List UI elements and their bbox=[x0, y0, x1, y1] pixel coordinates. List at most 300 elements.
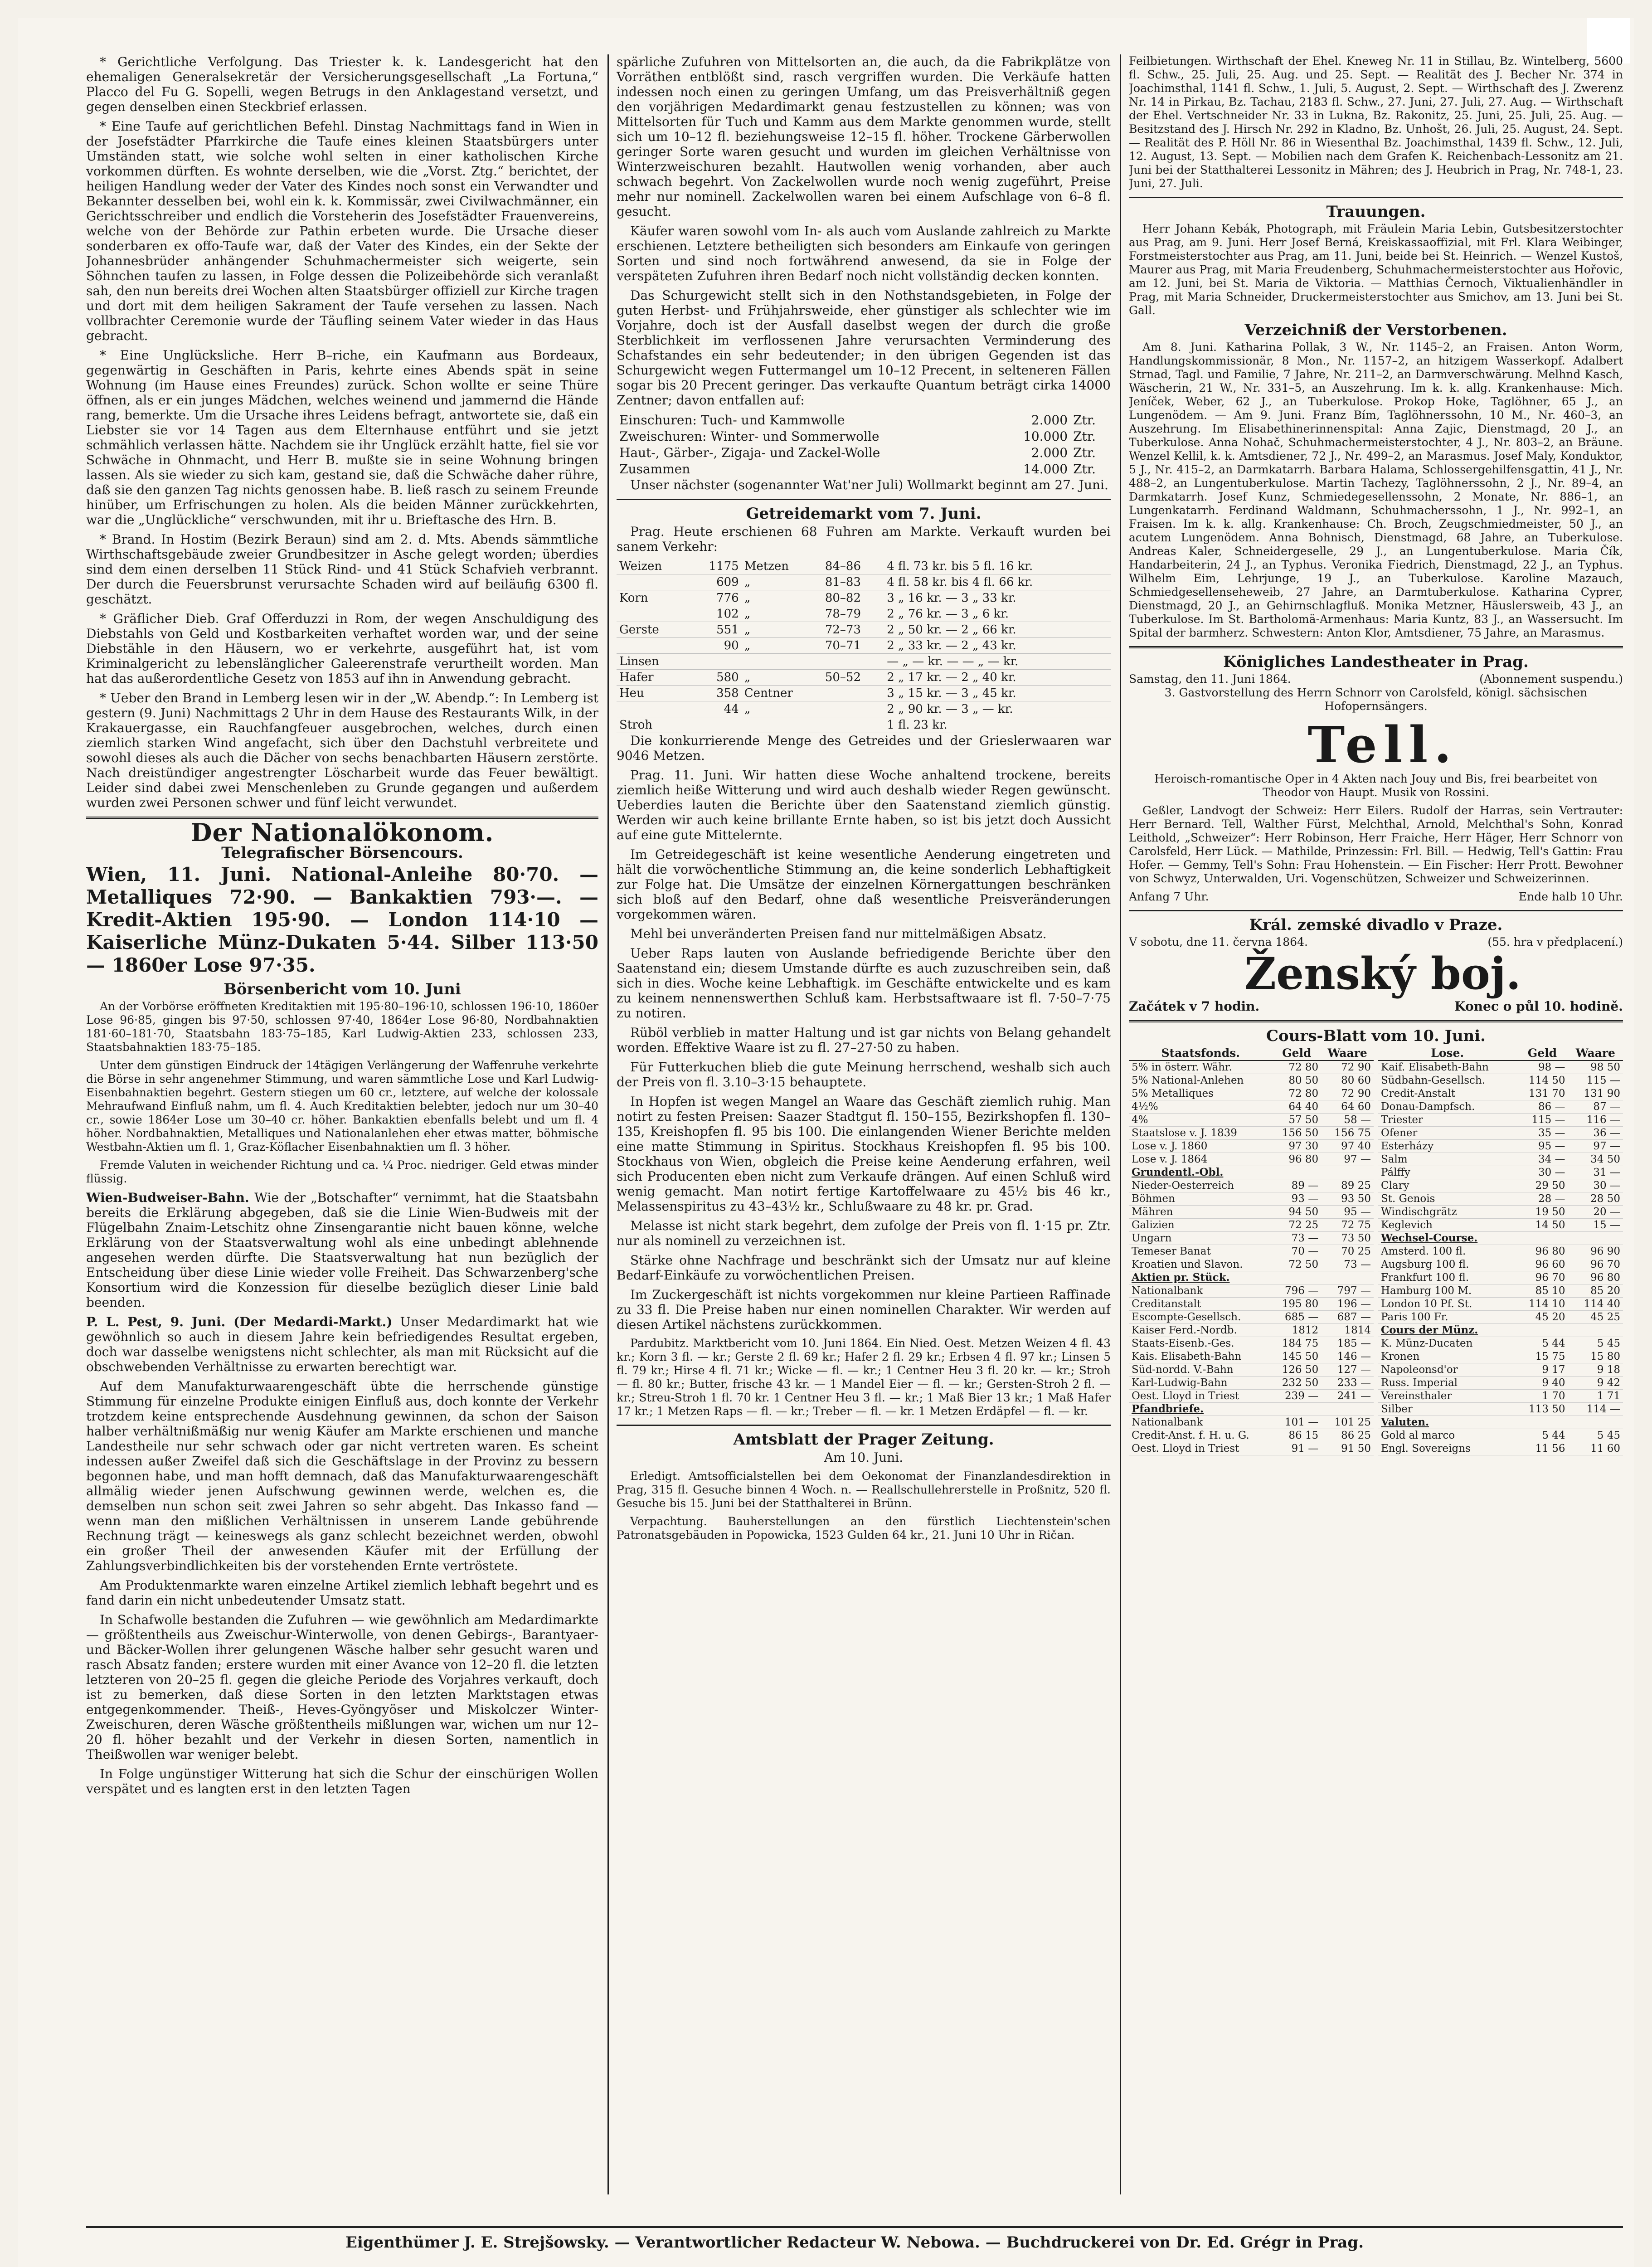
cours-row bbox=[1378, 1284, 1623, 1298]
cours-row bbox=[1378, 1206, 1623, 1219]
cours-row bbox=[1129, 1127, 1374, 1140]
cours-header: Staatsfonds. bbox=[1129, 1046, 1272, 1061]
cours-waare: 98 50 bbox=[1568, 1061, 1623, 1074]
grain-weight: 81–83 bbox=[822, 574, 884, 590]
cours-name: Pfandbriefe. bbox=[1129, 1403, 1272, 1416]
cours-name: Kronen bbox=[1378, 1350, 1517, 1363]
grain-qty: 90 bbox=[689, 638, 742, 654]
cours-row bbox=[1129, 1232, 1374, 1245]
theater-end: Ende halb 10 Uhr. bbox=[1518, 890, 1623, 903]
cours-geld: 145 50 bbox=[1272, 1350, 1321, 1363]
grain-row bbox=[617, 686, 1111, 701]
cours-geld: 195 80 bbox=[1272, 1298, 1321, 1311]
cours-name: Salm bbox=[1378, 1153, 1517, 1166]
theater-play: Tell. bbox=[1307, 715, 1458, 774]
cours-waare bbox=[1568, 1232, 1623, 1245]
cours-waare: 233 — bbox=[1321, 1377, 1374, 1390]
cours-geld bbox=[1517, 1416, 1568, 1429]
cours-name: Napoleonsd'or bbox=[1378, 1363, 1517, 1377]
cours-name: Clary bbox=[1378, 1179, 1517, 1192]
grain-price: 2 „ 17 kr. — 2 „ 40 kr. bbox=[884, 670, 1111, 686]
cours-row bbox=[1129, 1206, 1374, 1219]
article-paragraph: * Eine Taufe auf gerichtlichen Befehl. Dinstag Nachmittags fand in Wien in der Josefstädter Pfarrkirche die Taufe eines kleinen Staatsbürgers unter Umständen statt, wie solche wohl selten in einer katholischen Kirche vorkommen dürften. Es wohnte derselben, wie die „Vorst. Ztg.“ berichtet, der heiligen Handlung weder der Vater des Kindes noch sonst ein Verwandter und Bekannter desselben bei, wohl ein k. k. Kommissär, zwei Civilwachmänner, ein Gerichtsschreiber und endlich die Vorsteherin des Josefstädter Frauenvereins, welche von der Behörde zur Pathin erbeten wurde. Die Ursache dieser sonderbaren ex offo-Taufe war, daß der Vater des Kindes, ein der Sekte der Johannesbrüder anhängender Schuhmachermeister sich weigerte, sein Söhnchen taufen zu lassen, in Folge dessen die Polizeibehörde sich veranlaßt sah, den nun bereits drei Wochen alten Staatsbürger offiziell zur Kirche tragen und dort mit dem heiligen Sakrament der Taufe versehen zu lassen. Nach vollbrachter Ceremonie wurde der Täufling seinem Vater wieder in das Haus gebracht. bbox=[86, 119, 598, 343]
cours-row bbox=[1378, 1377, 1623, 1390]
cours-name: 4½% bbox=[1129, 1100, 1272, 1114]
article-paragraph: Melasse ist nicht stark begehrt, dem zufolge der Preis von fl. 1·15 pr. Ztr. nur als nominell zu verzeichnen ist. bbox=[617, 1218, 1111, 1248]
cours-row bbox=[1129, 1284, 1374, 1298]
cours-waare: 91 50 bbox=[1321, 1442, 1374, 1455]
cours-name: London 10 Pf. St. bbox=[1378, 1298, 1517, 1311]
cours-row bbox=[1378, 1179, 1623, 1192]
cours-row bbox=[1378, 1061, 1623, 1074]
cours-waare bbox=[1568, 1324, 1623, 1337]
verstorbenen-title: Verzeichniß der Verstorbenen. bbox=[1244, 321, 1507, 339]
amtsblatt-paragraph: Verpachtung. Bauherstellungen an den fürstlich Liechtenstein'schen Patronatsgebäuden in Popowicka, 1523 Gulden 64 kr., 21. Juni 10 Uhr in Ričan. bbox=[617, 1515, 1111, 1542]
cours-name: K. Münz-Ducaten bbox=[1378, 1337, 1517, 1350]
cours-geld: 72 80 bbox=[1272, 1061, 1321, 1074]
cours-name: Silber bbox=[1378, 1403, 1517, 1416]
cours-waare: 97 40 bbox=[1321, 1140, 1374, 1153]
cours-row bbox=[1378, 1232, 1623, 1245]
cours-name: Escompte-Gesellsch. bbox=[1129, 1311, 1272, 1324]
grain-weight: 72–73 bbox=[822, 622, 884, 638]
cours-waare: 15 — bbox=[1568, 1219, 1623, 1232]
cours-title: Cours-Blatt vom 10. Juni. bbox=[1266, 1027, 1486, 1045]
cours-waare: 131 90 bbox=[1568, 1087, 1623, 1100]
cours-name: Karl-Ludwig-Bahn bbox=[1129, 1377, 1272, 1390]
cours-name: Aktien pr. Stück. bbox=[1129, 1271, 1272, 1284]
cours-geld: 5 44 bbox=[1517, 1337, 1568, 1350]
cours-geld: 14 50 bbox=[1517, 1219, 1568, 1232]
trauungen-title: Trauungen. bbox=[1326, 203, 1426, 221]
article-paragraph: Prag. 11. Juni. Wir hatten diese Woche anhaltend trockene, bereits ziemlich heiße Witterung und wird auch deshalb wieder Regen gewünscht. Ueberdies lauten die Berichte über den Saatenstand ziemlich günstig. Werden wir auch keine brillante Ernte haben, so ist bis jetzt doch Aussicht auf eine gute Mittelernte. bbox=[617, 768, 1111, 842]
grain-qty bbox=[689, 717, 742, 733]
cours-geld: 131 70 bbox=[1517, 1087, 1568, 1100]
wool-row bbox=[617, 445, 1111, 461]
grain-unit: „ bbox=[742, 590, 822, 606]
article-heading: Wien-Budweiser-Bahn. bbox=[86, 1190, 249, 1205]
cours-geld: 28 — bbox=[1517, 1192, 1568, 1206]
wool-row bbox=[617, 412, 1111, 428]
cours-geld: 156 50 bbox=[1272, 1127, 1321, 1140]
grain-name bbox=[617, 574, 689, 590]
cours-waare: 11 60 bbox=[1568, 1442, 1623, 1455]
cours-row bbox=[1378, 1087, 1623, 1100]
theater-description: Heroisch-romantische Oper in 4 Akten nach Jouy und Bis, frei bearbeitet von Theodor von Haupt. Musik von Rossini. bbox=[1154, 772, 1598, 799]
cours-row bbox=[1378, 1324, 1623, 1337]
grain-name: Hafer bbox=[617, 670, 689, 686]
cours-waare: 97 — bbox=[1321, 1153, 1374, 1166]
cours-geld: 45 20 bbox=[1517, 1311, 1568, 1324]
cours-row bbox=[1129, 1311, 1374, 1324]
article-paragraph: * Brand. In Hostim (Bezirk Beraun) sind am 2. d. Mts. Abends sämmtliche Wirthschaftsgebäude zweier Grundbesitzer in Asche gelegt worden; überdies sind dem einen derselben 11 Stück Rind- und 41 Stück Schafvieh verbrannt. Der durch die Feuersbrunst verursachte Schaden wird auf beiläufig 6300 fl. geschätzt. bbox=[86, 532, 598, 607]
grain-qty: 358 bbox=[689, 686, 742, 701]
cours-row bbox=[1129, 1390, 1374, 1403]
cz-end: Konec o půl 10. hodině. bbox=[1454, 999, 1623, 1014]
wool-unit: Ztr. bbox=[1073, 413, 1096, 428]
amtsblatt-title: Amtsblatt der Prager Zeitung. bbox=[733, 1430, 994, 1449]
cours-name: Oest. Lloyd in Triest bbox=[1129, 1390, 1272, 1403]
cours-geld: 91 — bbox=[1272, 1442, 1321, 1455]
grain-price: 1 fl. 23 kr. bbox=[884, 717, 1111, 733]
cours-row bbox=[1129, 1179, 1374, 1192]
grain-unit: „ bbox=[742, 670, 822, 686]
cours-name: 5% National-Anlehen bbox=[1129, 1074, 1272, 1087]
cours-row bbox=[1378, 1311, 1623, 1324]
cours-waare: 15 80 bbox=[1568, 1350, 1623, 1363]
cours-row bbox=[1378, 1258, 1623, 1271]
cours-geld: 70 — bbox=[1272, 1245, 1321, 1258]
cours-row bbox=[1129, 1271, 1374, 1284]
trauungen-text: Herr Johann Kebák, Photograph, mit Fräulein Maria Lebin, Gutsbesitzerstochter aus Prag, am 9. Juni. Herr Josef Berná, Kreiskassaoffizial, mit Frl. Klara Weibinger, Forstmeisterstochter aus Prag, am 11. Juni, beide bei St. Heinrich. — Wenzel Kustoš, Maurer aus Prag, mit Maria Freudenberg, Schuhmachermeisterstochter aus Hořovic, am 12. Juni, bei St. Maria de Viktoria. — Matthias Černoch, Viktualienhändler in Prag, mit Maria Schneider, Druckermeisterstochter aus Smichov, am 13. Juni bei St. Gall. bbox=[1129, 222, 1623, 317]
article-paragraph: Im Zuckergeschäft ist nichts vorgekommen nur kleine Partieen Raffinade zu 33 fl. Die Preise haben nur einen nominellen Charakter. Wir werden auf diesen Artikel nächstens zurückkommen. bbox=[617, 1287, 1111, 1332]
cours-row bbox=[1129, 1403, 1374, 1416]
wool-label: Haut-, Gärber-, Zigaja- und Zackel-Wolle bbox=[619, 445, 880, 460]
cours-name: Grundentl.-Obl. bbox=[1129, 1166, 1272, 1179]
cours-name: Triester bbox=[1378, 1114, 1517, 1127]
cours-row bbox=[1129, 1166, 1374, 1179]
verstorbenen-text: Am 8. Juni. Katharina Pollak, 3 W., Nr. 1145–2, an Fraisen. Anton Worm, Handlungskommissionär, 8 Mon., Nr. 1157–2, an hitzigem Wasserkopf. Adalbert Strnad, Tagl. und Familie, 7 Jahre, Nr. 211–2, an Darmverschwärung. Melhnd Kasch, Wäscherin, 21 W., Nr. 331–5, an Auszehrung. Im k. k. allg. Krankenhause: Mich. Jeníček, Weber, 62 J., an Tuberkulose. Prokop Hoke, Taglöhner, 65 J., an Lungenödem. — Am 9. Juni. Franz Bím, Taglöhnerssohn, 10 M., Nr. 460–3, an Auszehrung. Im Elisabethinerinnenspital: Anna Zajic, Dienstmagd, 20 J., an Tuberkulose. Anna Nohač, Schuhmachermeisterstochter, 4 J., Nr. 803–2, an Bräune. Wenzel Kellil, k. k. Amtsdiener, 72 J., Nr. 499–2, an Marasmus. Josef Maly, Konduktor, 5 J., Nr. 415–2, an Darmkatarrh. Barbara Halama, Schlossergehilfensgattin, 41 J., Nr. 488–2, an Lungentuberkulose. Martin Tachezy, Taglöhnerssohn, 2 J., Nr. 89–4, an Darmkatarrh. Josef Kunz, Schmiedegesellenssohn, 2 Monate, Nr. 886–1, an Lungenkatarrh. Ferdinand Waldmann, Schuhmacherssohn, 1 J., Nr. 992–1, an Fraisen. Im k. k. allg. Krankenhause: Ch. Broch, Zeugschmiedmeister, 50 J., an acutem Lungenödem. Anna Bohnisch, Dienstmagd, 68 Jahre, an Tuberkulose. Andreas Kaler, Schneidergeselle, 29 J., an Lungentuberkulose. Maria Čík, Handarbeiterin, 24 J., an Typhus. Veronika Fiedrich, Dienstmagd, 22 J., an Typhus. Wilhelm Eim, Lehrjunge, 19 J., an Tuberkulose. Karoline Mazauch, Schmiedgesellenseheweib, 27 Jahre, an Darmtuberkulose. Katharina Cyprer, Dienstmagd, 20 J., an Gehirnschlagfluß. Monika Metzner, Häuslersweib, 43 J., an Tuberkulose. Im St. Bartholomä-Armenhaus: Maria Kuntz, 83 J., an Wassersucht. Im Spital der barmherz. Schwestern: Anton Klor, Amtsdiener, 75 Jahre, an Marasmus. bbox=[1129, 341, 1623, 639]
cours-geld: 15 75 bbox=[1517, 1350, 1568, 1363]
cours-row bbox=[1129, 1153, 1374, 1166]
cours-waare: 72 75 bbox=[1321, 1219, 1374, 1232]
grain-row bbox=[617, 622, 1111, 638]
grain-price: 2 „ 33 kr. — 2 „ 43 kr. bbox=[884, 638, 1111, 654]
theater-start: Anfang 7 Uhr. bbox=[1129, 890, 1209, 903]
cours-name: St. Genois bbox=[1378, 1192, 1517, 1206]
cours-name: Südbahn-Gesellsch. bbox=[1378, 1074, 1517, 1087]
cours-name: Credit-Anstalt bbox=[1378, 1087, 1517, 1100]
grain-name: Weizen bbox=[617, 559, 689, 574]
article-paragraph: * Eine Unglücksliche. Herr B–riche, ein Kaufmann aus Bordeaux, gegenwärtig in Geschäften in Paris, kehrte eines Abends spät in seine Wohnung (im Hause eines Freundes) zurück. Schon wollte er seine Thüre öffnen, als er ein junges Mädchen, welches weinend und jammernd die Hände rang, bemerkte. Um die Ursache ihres Leidens befragt, antwortete sie, daß ein Liebster sie vor 14 Tagen aus dem Elternhause entführt und sie jetzt schmählich verlassen hätte. Nachdem sie ihr Unglück erzählt hatte, fiel sie vor Schwäche in Ohnmacht, und Herr B. mußte sie in seine Wohnung bringen lassen. Als sie wieder zu sich kam, gestand sie, daß die Schwäche daher rühre, daß sie den ganzen Tag nichts genossen habe. B. ließ rasch zu seinem Freunde hinüber, um Erfrischungen zu holen. Als die beiden Männer zurückkehrten, war die „Unglückliche“ verschwunden, mit ihr u. Brieftasche des Hrn. B. bbox=[86, 348, 598, 527]
cours-geld bbox=[1517, 1232, 1568, 1245]
grain-name: Korn bbox=[617, 590, 689, 606]
cours-geld: 101 — bbox=[1272, 1416, 1321, 1429]
cours-header: Lose. bbox=[1378, 1046, 1517, 1061]
cours-name: Oest. Lloyd in Triest bbox=[1129, 1442, 1272, 1455]
grain-name bbox=[617, 701, 689, 717]
cours-header: Waare bbox=[1321, 1046, 1374, 1061]
amtsblatt-date: Am 10. Juni. bbox=[824, 1450, 904, 1465]
cours-geld: 1812 bbox=[1272, 1324, 1321, 1337]
cours-name: Kroatien und Slavon. bbox=[1129, 1258, 1272, 1271]
section-divider bbox=[1129, 197, 1623, 198]
cours-waare: 72 90 bbox=[1321, 1087, 1374, 1100]
grain-price: 4 fl. 73 kr. bis 5 fl. 16 kr. bbox=[884, 559, 1111, 574]
grain-qty: 609 bbox=[689, 574, 742, 590]
wool-label: Zusammen bbox=[619, 462, 690, 477]
telegram-text: Wien, 11. Juni. National-Anleihe 80·70. — Metalliques 72·90. — Bankaktien 793·—. — Kredit-Aktien 195·90. — London 114·10 — Kaiserliche Münz-Dukaten 5·44. Silber 113·50 — 1860er Lose 97·35. bbox=[86, 863, 598, 976]
wool-note: Unser nächster (sogenannter Wat'ner Juli) Wollmarkt beginnt am 27. Juni. bbox=[630, 477, 1108, 492]
cours-waare: 146 — bbox=[1321, 1350, 1374, 1363]
grain-price: 2 „ 90 kr. — 3 „ — kr. bbox=[884, 701, 1111, 717]
grain-unit: „ bbox=[742, 638, 822, 654]
cours-waare: 28 50 bbox=[1568, 1192, 1623, 1206]
cours-geld: 232 50 bbox=[1272, 1377, 1321, 1390]
cours-waare bbox=[1321, 1403, 1374, 1416]
article-paragraph: Für Futterkuchen blieb die gute Meinung herrschend, weshalb sich auch der Preis von fl. 3.10–3·15 behauptete. bbox=[617, 1060, 1111, 1090]
cours-waare: 70 25 bbox=[1321, 1245, 1374, 1258]
cours-name: Staatslose v. J. 1839 bbox=[1129, 1127, 1272, 1140]
cours-name: Paris 100 Fr. bbox=[1378, 1311, 1517, 1324]
cours-waare: 45 25 bbox=[1568, 1311, 1623, 1324]
grain-row bbox=[617, 701, 1111, 717]
cours-waare: 93 50 bbox=[1321, 1192, 1374, 1206]
cours-geld: 72 80 bbox=[1272, 1087, 1321, 1100]
cours-geld: 96 60 bbox=[1517, 1258, 1568, 1271]
cours-row bbox=[1378, 1429, 1623, 1442]
boerse-paragraph: An der Vorbörse eröffneten Kreditaktien mit 195·80–196·10, schlossen 196·10, 1860er Lose 96·85, gingen bis 97·50, schlossen 97·40, 1864er Lose 96·80, Nordbahnaktien 181·60–181·70, Staatsbahn 183·75–185, Karl Ludwig-Aktien 233, schlossen 233, Staatsbahnaktien 183·75–185. bbox=[86, 1000, 598, 1054]
cours-geld: 114 10 bbox=[1517, 1298, 1568, 1311]
cours-name: Credit-Anst. f. H. u. G. bbox=[1129, 1429, 1272, 1442]
cours-geld: 72 25 bbox=[1272, 1219, 1321, 1232]
cours-waare: 36 — bbox=[1568, 1127, 1623, 1140]
cours-row bbox=[1378, 1416, 1623, 1429]
cours-geld: 86 — bbox=[1517, 1100, 1568, 1114]
section-divider bbox=[1129, 1020, 1623, 1022]
cours-row bbox=[1378, 1337, 1623, 1350]
cours-geld: 113 50 bbox=[1517, 1403, 1568, 1416]
cours-row bbox=[1129, 1245, 1374, 1258]
wool-row bbox=[617, 461, 1111, 477]
cz-play: Ženský boj. bbox=[1244, 948, 1521, 999]
cz-abonnement: (55. hra v předplacení.) bbox=[1487, 935, 1623, 949]
cours-geld: 57 50 bbox=[1272, 1114, 1321, 1127]
cours-name: Valuten. bbox=[1378, 1416, 1517, 1429]
wool-qty: 2.000 bbox=[1031, 445, 1068, 460]
grain-row bbox=[617, 559, 1111, 574]
grain-weight: 50–52 bbox=[822, 670, 884, 686]
grain-name: Gerste bbox=[617, 622, 689, 638]
wool-row bbox=[617, 428, 1111, 445]
article-paragraph: Die konkurrierende Menge des Getreides und der Grieslerwaaren war 9046 Metzen. bbox=[617, 733, 1111, 763]
grain-weight bbox=[822, 686, 884, 701]
cours-waare: 73 50 bbox=[1321, 1232, 1374, 1245]
cours-name: Mähren bbox=[1129, 1206, 1272, 1219]
wool-label: Einschuren: Tuch- und Kammwolle bbox=[619, 413, 845, 428]
grain-weight: 80–82 bbox=[822, 590, 884, 606]
cours-waare: 87 — bbox=[1568, 1100, 1623, 1114]
cours-name: Kais. Elisabeth-Bahn bbox=[1129, 1350, 1272, 1363]
grain-weight: 70–71 bbox=[822, 638, 884, 654]
cours-waare: 196 — bbox=[1321, 1298, 1374, 1311]
cours-row bbox=[1378, 1074, 1623, 1087]
article-paragraph: * Gerichtliche Verfolgung. Das Triester k. k. Landesgericht hat den ehemaligen Generalsekretär der Versicherungsgesellschaft „La Fortuna,“ Placco del Fu G. Sopelli, wegen Betrugs in den Anklagestand versetzt, und gegen denselben einen Steckbrief erlassen. bbox=[86, 54, 598, 114]
cours-name: Esterházy bbox=[1378, 1140, 1517, 1153]
cours-geld bbox=[1272, 1166, 1321, 1179]
article-paragraph: Auf dem Manufakturwaarengeschäft übte die herrschende günstige Stimmung für einzelne Produkte einigen Einfluß aus, doch konnte der Verkehr trotzdem keine entsprechende Ausdehnung gewinnen, da schon der Saison halber verhältnißmäßig nur wenig Käufer am Markte erschienen und manche Landestheile nur sehr schwach oder gar nicht vertreten waren. Es scheint indessen außer Zweifel daß sich die Geschäftslage in der Provinz zu bessern begonnen habe, und man hofft demnach, daß das Manufakturwaarengeschäft allmälig wieder jenen Aufschwung gewinnen werde, welchen es, die demselben nun schon seit zwei Jahren so sehr abgeht. Das Inkasso fand — wenn man den mißlichen Verhältnissen in unserem Lande gebührende Rechnung trägt — keineswegs als ganz schlecht bezeichnet werden, obwohl ein großer Theil der anwesenden Käufer mit der Erfüllung der Zahlungsverbindlichkeiten bis der vorstehenden Ernte vertröstete. bbox=[86, 1379, 598, 1573]
cours-row bbox=[1129, 1258, 1374, 1271]
getreide-intro: Prag. Heute erschienen 68 Fuhren am Markte. Verkauft wurden bei sanem Verkehr: bbox=[617, 524, 1111, 554]
cours-header: Geld bbox=[1517, 1046, 1568, 1061]
cours-name: Kaiser Ferd.-Nordb. bbox=[1129, 1324, 1272, 1337]
cours-row bbox=[1378, 1219, 1623, 1232]
grain-unit: „ bbox=[742, 606, 822, 622]
grain-price: 2 „ 50 kr. — 2 „ 66 kr. bbox=[884, 622, 1111, 638]
cours-geld: 685 — bbox=[1272, 1311, 1321, 1324]
getreide-title: Getreidemarkt vom 7. Juni. bbox=[746, 505, 981, 523]
cours-geld: 114 50 bbox=[1517, 1074, 1568, 1087]
cours-name: Vereinsthaler bbox=[1378, 1390, 1517, 1403]
cours-waare: 95 — bbox=[1321, 1206, 1374, 1219]
cours-waare bbox=[1568, 1416, 1623, 1429]
feilbietungen-text: Feilbietungen. Wirthschaft der Ehel. Kneweg Nr. 11 in Stillau, Bz. Wintelberg, 5600 fl. Schw., 25. Juli, 25. Aug. und 25. Sept. — Realität des J. Becher Nr. 374 in Joachimsthal, 1141 fl. Schw., 1. Juli, 5. August, 2. Sept. — Wirthschaft des J. Zwerenz Nr. 14 in Pirkau, Bz. Tachau, 2183 fl. Schw., 27. Juni, 27. Juli, 27. Aug. — Wirthschaft der Ehel. Vertschneider Nr. 33 in Lukna, Bz. Rakonitz, 25. Juni, 25. Juli, 25. Aug. — Besitzstand des J. Hirsch Nr. 292 in Kladno, Bz. Unhošt, 26. Juli, 25. August, 24. Sept. — Realität des P. Höll Nr. 86 in Wiesenthal Bz. Joachimsthal, 1439 fl. Schw., 12. Juli, 12. August, 13. Sept. — Mobilien nach dem Grafen K. Reichenbach-Lessonitz am 21. Juni bei der Statthalterei Lessonitz in Mähren; des J. Heubrich in Prag, Nr. 748-1, 23. Juni, 27. Juli. bbox=[1129, 54, 1623, 190]
grain-unit: Centner bbox=[742, 686, 822, 701]
column-rule bbox=[607, 54, 609, 2194]
cours-row bbox=[1129, 1429, 1374, 1442]
grain-qty: 102 bbox=[689, 606, 742, 622]
cours-geld: 80 50 bbox=[1272, 1074, 1321, 1087]
cours-waare: 80 60 bbox=[1321, 1074, 1374, 1087]
section-divider bbox=[1129, 646, 1623, 648]
cours-name: Temeser Banat bbox=[1129, 1245, 1272, 1258]
cours-waare: 89 25 bbox=[1321, 1179, 1374, 1192]
grain-market-table bbox=[617, 559, 1111, 733]
article-paragraph: In Folge ungünstiger Witterung hat sich die Schur der einschürigen Wollen verspätet und es langten erst in den letzten Tagen bbox=[86, 1766, 598, 1796]
cours-row bbox=[1129, 1100, 1374, 1114]
cours-waare: 64 60 bbox=[1321, 1100, 1374, 1114]
cours-geld: 9 40 bbox=[1517, 1377, 1568, 1390]
cours-geld: 96 80 bbox=[1517, 1245, 1568, 1258]
cours-row bbox=[1129, 1442, 1374, 1455]
article-paragraph: Mehl bei unveränderten Preisen fand nur mittelmäßigen Absatz. bbox=[630, 926, 1047, 941]
column-middle bbox=[617, 54, 1111, 2194]
cours-name: Keglevich bbox=[1378, 1219, 1517, 1232]
cours-waare: 73 — bbox=[1321, 1258, 1374, 1271]
cours-row bbox=[1378, 1100, 1623, 1114]
cours-geld: 5 44 bbox=[1517, 1429, 1568, 1442]
cours-geld: 1 70 bbox=[1517, 1390, 1568, 1403]
grain-name: Linsen bbox=[617, 654, 689, 670]
grain-qty: 1175 bbox=[689, 559, 742, 574]
boerse-paragraph: Unter dem günstigen Eindruck der 14tägigen Verlängerung der Waffenruhe verkehrte die Börse in sehr angenehmer Stimmung, und waren sämmtliche Lose und Karl Ludwig-Eisenbahnaktien begehrt. Gestern stiegen um 60 cr., letztere, auf welche der kolossale Mehraufwand Einfluß nahm, um fl. 4. Auch Kreditaktien belebter, jedoch nur um 30–40 cr., sowie 1864er Lose um 30–40 cr. höher. Bankaktien ebenfalls belebt und um fl. 4 höher. Nordbahnaktien, Metalliques und Nationalanlehen eher etwas matter, böhmische Westbahn-Aktien um fl. 1, Graz-Köflacher Eisenbahnaktien um fl. 3 höher. bbox=[86, 1059, 598, 1153]
article-paragraph: In Schafwolle bestanden die Zufuhren — wie gewöhnlich am Medardimarkte — größtentheils aus Zweischur-Winterwolle, von denen Gebirgs-, Barantyaer- und Bäcker-Wollen ihrer gelungenen Wäsche halber sehr gesucht waren und rasch Absatz fanden; erstere wurden mit einer Avance von 12–20 fl. die letzten letzteren von 20–25 fl. gegen die gleiche Periode des Vorjahres verkauft, doch ist zu bemerken, daß diese Sorten in den letzten Marktstagen etwas entgegenkommender. Theiß-, Heves-Gyöngyöser und Miskolczer Winter-Zweischuren, deren Wäsche größtentheils mißlungen war, wichen um nur 12–20 fl. höher bezahlt und der Verkehr in diesen Sorten, namentlich in Theißwollen war weniger belebt. bbox=[86, 1612, 598, 1762]
cours-waare: 96 70 bbox=[1568, 1258, 1623, 1271]
cours-name: 5% in österr. Währ. bbox=[1129, 1061, 1272, 1074]
telegram-title: Telegrafischer Börsencours. bbox=[221, 844, 463, 862]
grain-name bbox=[617, 638, 689, 654]
grain-weight bbox=[822, 717, 884, 733]
article-text: Wie der „Botschafter“ vernimmt, hat die Staatsbahn bereits die Erklärung abgegeben, daß sie die Linie Wien-Budweis mit der Flügelbahn Znaim-Letschitz ohne Zinsengarantie nicht bauen könne, welche Erklärung von der Staatsverwaltung wohl als eine unbedingt ablehnende angesehen werden dürfte. Die Staatsverwaltung hat nun bezüglich der Entscheidung über diese Linie wieder volle Freiheit. Das Schwarzenberg'sche Konsortium wird die Konzession für dieselbe bezüglich dieser Linie bald beenden. bbox=[86, 1190, 598, 1310]
cours-name: Cours der Münz. bbox=[1378, 1324, 1517, 1337]
grain-name bbox=[617, 606, 689, 622]
cours-row bbox=[1378, 1127, 1623, 1140]
grain-unit: Metzen bbox=[742, 559, 822, 574]
cours-waare: 5 45 bbox=[1568, 1429, 1623, 1442]
cours-row bbox=[1129, 1192, 1374, 1206]
article-paragraph: Käufer waren sowohl vom In- als auch vom Auslande zahlreich zu Markte erschienen. Letztere betheiligten sich besonders am Einkaufe von geringen Sorten und sind noch fortwährend anwesend, da sie in Folge der verspäteten Zufuhren ihren Bedarf noch nicht vollständig decken konnten. bbox=[617, 224, 1111, 283]
cours-row bbox=[1129, 1140, 1374, 1153]
amtsblatt-paragraph: Erledigt. Amtsofficialstellen bei dem Oekonomat der Finanzlandesdirektion in Prag, 315 fl. Gesuche binnen 4 Woch. n. — Reallschullehrerstelle in Proßnitz, 520 fl. Gesuche bis 15. Juni bei der Statthalterei in Brünn. bbox=[617, 1469, 1111, 1510]
cours-row bbox=[1378, 1245, 1623, 1258]
cours-table-left bbox=[1129, 1046, 1374, 1455]
cours-geld: 115 — bbox=[1517, 1114, 1568, 1127]
cours-waare: 31 — bbox=[1568, 1166, 1623, 1179]
cours-waare: 114 40 bbox=[1568, 1298, 1623, 1311]
cours-geld: 19 50 bbox=[1517, 1206, 1568, 1219]
grain-qty: 44 bbox=[689, 701, 742, 717]
cours-waare: 1 71 bbox=[1568, 1390, 1623, 1403]
grain-unit bbox=[742, 654, 822, 670]
cours-geld: 64 40 bbox=[1272, 1100, 1321, 1114]
cours-name: Galizien bbox=[1129, 1219, 1272, 1232]
boerse-title: Börsenbericht vom 10. Juni bbox=[224, 980, 461, 998]
cours-waare: 241 — bbox=[1321, 1390, 1374, 1403]
cours-geld: 239 — bbox=[1272, 1390, 1321, 1403]
cours-geld: 126 50 bbox=[1272, 1363, 1321, 1377]
section-divider bbox=[617, 1425, 1111, 1426]
cz-theater-title: Král. zemské divadlo v Praze. bbox=[1249, 916, 1503, 934]
cours-waare: 96 80 bbox=[1568, 1271, 1623, 1284]
cours-geld: 86 15 bbox=[1272, 1429, 1321, 1442]
article-paragraph: Im Getreidegeschäft ist keine wesentliche Aenderung eingetreten und hält die vorwöchentliche Stimmung an, die keine sonderlich Lebhaftigkeit zur Folge hat. Die Umsätze der einzelnen Körnergattungen beschränken sich bloß auf den Bedarf, ohne daß wesentliche Preisveränderungen vorgekommen wären. bbox=[617, 847, 1111, 922]
cours-waare: 185 — bbox=[1321, 1337, 1374, 1350]
imprint-footer: Eigenthümer J. E. Strejšowsky. — Verantwortlicher Redacteur W. Nebowa. — Buchdruckerei von Dr. Ed. Grégr in Prag. bbox=[86, 2226, 1623, 2252]
grain-name: Stroh bbox=[617, 717, 689, 733]
cours-row bbox=[1129, 1114, 1374, 1127]
cours-name: Nieder-Oesterreich bbox=[1129, 1179, 1272, 1192]
grain-row bbox=[617, 670, 1111, 686]
cours-geld: 35 — bbox=[1517, 1127, 1568, 1140]
cours-name: Nationalbank bbox=[1129, 1284, 1272, 1298]
cours-row bbox=[1129, 1324, 1374, 1337]
cours-geld: 34 — bbox=[1517, 1153, 1568, 1166]
cours-name: Kaif. Elisabeth-Bahn bbox=[1378, 1061, 1517, 1074]
cours-waare: 101 25 bbox=[1321, 1416, 1374, 1429]
cours-row bbox=[1378, 1363, 1623, 1377]
cours-name: Frankfurt 100 fl. bbox=[1378, 1271, 1517, 1284]
cours-waare: 115 — bbox=[1568, 1074, 1623, 1087]
grain-qty: 551 bbox=[689, 622, 742, 638]
cours-geld: 184 75 bbox=[1272, 1337, 1321, 1350]
cours-name: Russ. Imperial bbox=[1378, 1377, 1517, 1390]
cours-row bbox=[1129, 1350, 1374, 1363]
cours-row bbox=[1129, 1337, 1374, 1350]
grain-unit: „ bbox=[742, 622, 822, 638]
wool-unit: Ztr. bbox=[1073, 429, 1096, 444]
wool-unit: Ztr. bbox=[1073, 445, 1096, 460]
cours-waare: 72 90 bbox=[1321, 1061, 1374, 1074]
cours-row bbox=[1129, 1219, 1374, 1232]
cours-waare: 9 42 bbox=[1568, 1377, 1623, 1390]
cours-row bbox=[1129, 1377, 1374, 1390]
cours-waare: 30 — bbox=[1568, 1179, 1623, 1192]
cours-header: Waare bbox=[1568, 1046, 1623, 1061]
cours-name: 5% Metalliques bbox=[1129, 1087, 1272, 1100]
grain-row bbox=[617, 654, 1111, 670]
cours-name: Staats-Eisenb.-Ges. bbox=[1129, 1337, 1272, 1350]
article-paragraph: Ueber Raps lauten von Auslande befriedigende Berichte über den Saatenstand ein; diesem Umstande dürfte es auch zuzuschreiben sein, daß sich in dies. Woche keine Lebhaftigk. im Geschäfte entwickelte und es kam zu keinem nennenswerthen Schluß kam. Herbstsaftwaare ist fl. 7·50–7·75 zu notiren. bbox=[617, 946, 1111, 1021]
grain-name: Heu bbox=[617, 686, 689, 701]
cours-geld: 96 70 bbox=[1517, 1271, 1568, 1284]
article-paragraph: Rüböl verblieb in matter Haltung und ist gar nichts von Belang gehandelt worden. Effektive Waare ist zu fl. 27–27·50 zu haben. bbox=[617, 1025, 1111, 1055]
cours-waare: 797 — bbox=[1321, 1284, 1374, 1298]
cours-row bbox=[1378, 1350, 1623, 1363]
grain-qty: 776 bbox=[689, 590, 742, 606]
cours-row bbox=[1378, 1298, 1623, 1311]
cours-row bbox=[1378, 1271, 1623, 1284]
cours-name: Donau-Dampfsch. bbox=[1378, 1100, 1517, 1114]
grain-weight bbox=[822, 701, 884, 717]
cours-name: Augsburg 100 fl. bbox=[1378, 1258, 1517, 1271]
article-paragraph: In Hopfen ist wegen Mangel an Waare das Geschäft ziemlich ruhig. Man notirt zu festen Preisen: Saazer Stadtgut fl. 150–155, Bezirkshopfen fl. 130–135, Kreishopfen fl. 95 bis 100. Die einlangenden Wiener Berichte melden eine matte Stimmung in Spiritus. Stockhaus Kreishopfen fl. 95 bis 100. Stockhaus von Wien, obgleich die Preise keine Aenderung erfahren, weil sich Producenten eben nicht zum Verkaufe drängen. Auf einen Schluß wird wenig gemacht. Man notirt fertige Kartoffelwaare zu 45½ bis 46 kr., Melassenspiritus zu 43–43½ kr., Schlußwaare zu 48 kr. pr. Grad. bbox=[617, 1094, 1111, 1214]
cours-waare: 34 50 bbox=[1568, 1153, 1623, 1166]
cours-name: Süd-nordd. V.-Bahn bbox=[1129, 1363, 1272, 1377]
grain-row bbox=[617, 717, 1111, 733]
theater-guest: 3. Gastvorstellung des Herrn Schnorr von Carolsfeld, königl. sächsischen Hofopernsängers. bbox=[1164, 686, 1588, 713]
cz-start: Začátek v 7 hodin. bbox=[1129, 999, 1260, 1014]
cours-geld: 85 10 bbox=[1517, 1284, 1568, 1298]
